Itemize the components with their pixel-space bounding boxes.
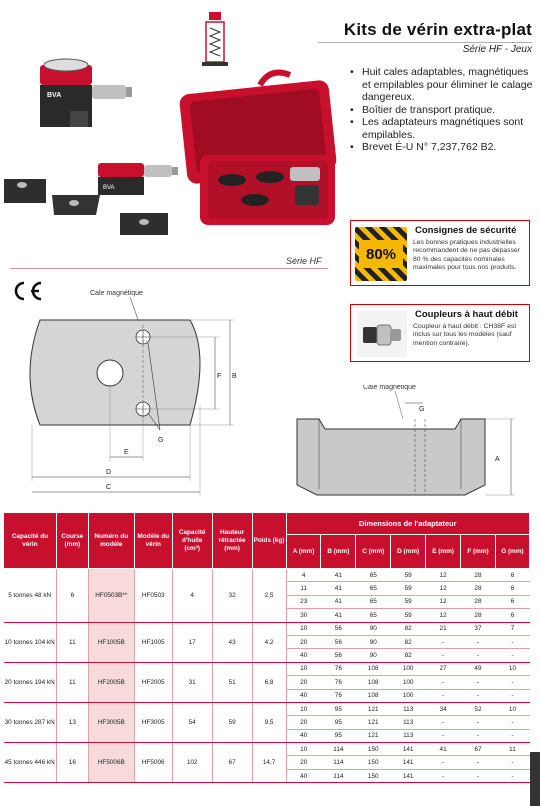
- cylinder-model-cell: HF0503: [134, 569, 172, 623]
- spec-table-body: [4, 569, 530, 783]
- dimension-cell: 56: [321, 649, 356, 662]
- dimension-cell: 28: [461, 582, 496, 595]
- table-row: [4, 743, 530, 756]
- dimension-cell: 40: [286, 689, 321, 702]
- col-header-model-number: Numéro du modèle: [88, 513, 134, 569]
- dimension-cell: 10: [286, 662, 321, 675]
- dimension-cell: 150: [356, 756, 391, 769]
- dimension-cell: -: [495, 756, 529, 769]
- dimension-cell: -: [426, 689, 461, 702]
- page-title: Kits de vérin extra-plat: [343, 20, 532, 39]
- dimension-cell: 12: [426, 569, 461, 582]
- dimension-cell: 113: [391, 702, 426, 715]
- dimension-cell: 59: [391, 582, 426, 595]
- model-number-cell: HF5006B: [88, 743, 134, 783]
- dimension-cell: 121: [356, 729, 391, 742]
- cylinder-image-small: [98, 163, 178, 195]
- weight-cell: 14,7: [252, 743, 286, 783]
- dimension-cell: 65: [356, 609, 391, 622]
- dimension-cell: 30: [286, 609, 321, 622]
- col-header-oil-capacity: Capacité d'huile (cm³): [172, 513, 212, 569]
- table-row: [4, 702, 530, 715]
- dimension-cell: 67: [461, 743, 496, 756]
- dimension-cell: 37: [461, 622, 496, 635]
- spec-table: [3, 512, 530, 783]
- dimension-cell: 121: [356, 716, 391, 729]
- dimension-cell: 41: [321, 609, 356, 622]
- dimension-cell: 41: [321, 595, 356, 608]
- dimension-cell: 113: [391, 729, 426, 742]
- dimension-cell: 40: [286, 649, 321, 662]
- dimension-cell: 10: [286, 702, 321, 715]
- dimension-cell: 114: [321, 769, 356, 782]
- dimension-cell: 82: [391, 649, 426, 662]
- oil-capacity-cell: 102: [172, 743, 212, 783]
- dimension-cell: 141: [391, 756, 426, 769]
- feature-item: • Huit cales adaptables, magnétiques et empilables pour éliminer le calage dangereux.: [348, 66, 538, 104]
- safety-badge: 80%: [359, 240, 403, 268]
- dim-c-label: C: [106, 484, 112, 491]
- dimension-cell: 90: [356, 622, 391, 635]
- dimension-cell: 100: [391, 662, 426, 675]
- dimension-cell: 20: [286, 676, 321, 689]
- dimension-cell: 10: [286, 622, 321, 635]
- page-subtitle: Série HF - Jeux: [462, 44, 532, 55]
- dimension-cell: 7: [495, 622, 529, 635]
- dimension-cell: 56: [321, 622, 356, 635]
- dimension-cell: 21: [426, 622, 461, 635]
- dimension-cell: 28: [461, 569, 496, 582]
- photo-divider: [10, 268, 328, 269]
- cylinder-model-cell: HF3005: [134, 702, 172, 742]
- coupler-notice: [350, 304, 530, 362]
- dimension-cell: 76: [321, 689, 356, 702]
- dim-b-label: B: [232, 373, 237, 380]
- model-number-cell: HF3005B: [88, 702, 134, 742]
- col-header-weight: Poids (kg): [252, 513, 286, 569]
- dimension-cell: 6: [495, 569, 529, 582]
- coupler-title: Coupleurs à haut débit: [415, 309, 518, 320]
- table-row: [4, 569, 530, 582]
- dimension-cell: 6: [495, 582, 529, 595]
- dimension-cell: -: [461, 756, 496, 769]
- dimension-cell: -: [426, 769, 461, 782]
- dimension-cell: -: [426, 729, 461, 742]
- dimension-cell: 41: [426, 743, 461, 756]
- model-number-cell: HF1005B: [88, 622, 134, 662]
- weight-cell: 6,8: [252, 662, 286, 702]
- dimension-cell: 34: [426, 702, 461, 715]
- safety-title: Consignes de sécurité: [415, 225, 517, 236]
- dimension-cell: 108: [356, 662, 391, 675]
- dimension-cell: -: [495, 729, 529, 742]
- dimension-cell: 150: [356, 743, 391, 756]
- dimension-cell: 114: [321, 743, 356, 756]
- dimension-cell: 65: [356, 569, 391, 582]
- dimension-cell: 59: [391, 595, 426, 608]
- dimension-cell: 65: [356, 595, 391, 608]
- cale-label-profile: Cale magnétique: [363, 385, 416, 391]
- capacity-cell: 5 tonnes 48 kN: [4, 569, 57, 623]
- col-header-stroke: Course (mm): [56, 513, 88, 569]
- dimension-cell: 76: [321, 676, 356, 689]
- title-divider: [318, 42, 532, 43]
- col-header-d: D (mm): [391, 535, 426, 569]
- dimension-cell: 10: [495, 702, 529, 715]
- col-header-f: F (mm): [461, 535, 496, 569]
- dimension-cell: -: [495, 769, 529, 782]
- carrying-case-image: [179, 73, 338, 225]
- dim-g-label: G: [158, 437, 164, 444]
- feature-item: • Boîtier de transport pratique.: [348, 104, 538, 117]
- dimension-cell: 141: [391, 743, 426, 756]
- dimension-cell: 59: [391, 569, 426, 582]
- dimension-cell: 10: [286, 743, 321, 756]
- svg-text:BVA: BVA: [47, 92, 62, 99]
- weight-cell: 2,5: [252, 569, 286, 623]
- stroke-cell: 11: [56, 622, 88, 662]
- dimension-cell: -: [495, 676, 529, 689]
- dimension-cell: 82: [391, 635, 426, 648]
- dimension-cell: 28: [461, 609, 496, 622]
- dimension-cell: 114: [321, 756, 356, 769]
- dimension-cell: 90: [356, 649, 391, 662]
- dim-g-label-profile: G: [419, 406, 425, 413]
- retracted-height-cell: 43: [212, 622, 252, 662]
- dimension-cell: 20: [286, 635, 321, 648]
- col-header-c: C (mm): [356, 535, 391, 569]
- dimension-cell: 20: [286, 756, 321, 769]
- capacity-cell: 20 tonnes 194 kN: [4, 662, 57, 702]
- retracted-height-cell: 51: [212, 662, 252, 702]
- coupler-text: Coupleur à haut débit : CH38F est inclus sur tous les modèles (sauf mention contraire).: [413, 323, 517, 347]
- capacity-cell: 45 tonnes 446 kN: [4, 743, 57, 783]
- model-number-cell: HF2005B: [88, 662, 134, 702]
- col-header-cylinder-model: Modèle du vérin: [134, 513, 172, 569]
- dim-f-label: F: [217, 373, 222, 380]
- cale-label: Cale magnétique: [90, 290, 143, 297]
- retracted-height-cell: 67: [212, 743, 252, 783]
- dimension-cell: -: [426, 756, 461, 769]
- cylinder-model-cell: HF5006: [134, 743, 172, 783]
- dimension-cell: 95: [321, 729, 356, 742]
- dimension-cell: -: [495, 635, 529, 648]
- dimension-cell: 95: [321, 716, 356, 729]
- dimension-cell: -: [426, 676, 461, 689]
- dimension-cell: -: [426, 635, 461, 648]
- dimension-cell: 12: [426, 609, 461, 622]
- col-header-a: A (mm): [286, 535, 321, 569]
- dimension-cell: 40: [286, 729, 321, 742]
- dimension-cell: 41: [321, 569, 356, 582]
- oil-capacity-cell: 31: [172, 662, 212, 702]
- dimension-cell: -: [461, 729, 496, 742]
- photo-caption: Série HF: [286, 256, 322, 266]
- product-photo: [0, 55, 340, 245]
- table-row: [4, 662, 530, 675]
- cylinder-model-cell: HF1005: [134, 622, 172, 662]
- dimension-cell: 28: [461, 595, 496, 608]
- retracted-height-cell: 59: [212, 702, 252, 742]
- col-header-e: E (mm): [426, 535, 461, 569]
- safety-text: Les bonnes pratiques industrielles recommandent de ne pas dépasser 80 % des capacités nominales maximales pour tous nos produits.: [413, 239, 520, 272]
- dimension-cell: -: [495, 649, 529, 662]
- dimension-cell: 11: [286, 582, 321, 595]
- col-header-retracted-height: Hauteur rétractée (mm): [212, 513, 252, 569]
- dimension-cell: 82: [391, 622, 426, 635]
- dimension-cell: -: [461, 676, 496, 689]
- weight-cell: 9,5: [252, 702, 286, 742]
- dimension-cell: 121: [356, 702, 391, 715]
- dimension-cell: 95: [321, 702, 356, 715]
- dimension-cell: 113: [391, 716, 426, 729]
- dimension-cell: 52: [461, 702, 496, 715]
- dim-a-label: A: [495, 456, 500, 463]
- dimension-cell: 27: [426, 662, 461, 675]
- cylinder-image-large: [40, 59, 132, 127]
- safety-notice: [350, 220, 530, 286]
- dimension-cell: 11: [495, 743, 529, 756]
- dimension-cell: 23: [286, 595, 321, 608]
- dimension-cell: 6: [495, 595, 529, 608]
- dimension-cell: 40: [286, 769, 321, 782]
- dimension-cell: 49: [461, 662, 496, 675]
- oil-capacity-cell: 54: [172, 702, 212, 742]
- dimension-cell: -: [495, 716, 529, 729]
- dim-e-label: E: [124, 449, 129, 456]
- dimension-cell: 65: [356, 582, 391, 595]
- col-header-adapter-dimensions: Dimensions de l'adaptateur: [286, 513, 530, 535]
- stroke-cell: 16: [56, 743, 88, 783]
- dimension-cell: 100: [391, 676, 426, 689]
- capacity-cell: 30 tonnes 287 kN: [4, 702, 57, 742]
- feature-item: • Brevet É-U N° 7,237,762 B2.: [348, 141, 538, 154]
- page-edge-tab: [530, 752, 540, 806]
- oil-capacity-cell: 17: [172, 622, 212, 662]
- table-row: [4, 622, 530, 635]
- stroke-cell: 13: [56, 702, 88, 742]
- col-header-g: G (mm): [495, 535, 529, 569]
- dimension-cell: 76: [321, 662, 356, 675]
- cylinder-model-cell: HF2005: [134, 662, 172, 702]
- svg-text:BVA: BVA: [103, 185, 115, 191]
- dimension-cell: -: [461, 649, 496, 662]
- capacity-cell: 10 tonnes 104 kN: [4, 622, 57, 662]
- dimension-cell: -: [461, 635, 496, 648]
- feature-list: [348, 66, 538, 154]
- dimension-cell: 6: [495, 609, 529, 622]
- dimension-cell: 59: [391, 609, 426, 622]
- dimension-cell: 90: [356, 635, 391, 648]
- model-number-cell: HF0503B**: [88, 569, 134, 623]
- dimension-cell: 141: [391, 769, 426, 782]
- dimension-cell: 12: [426, 582, 461, 595]
- dimension-cell: 100: [391, 689, 426, 702]
- dimension-cell: 41: [321, 582, 356, 595]
- dimension-cell: 56: [321, 635, 356, 648]
- warning-stripes-icon: [355, 227, 407, 281]
- dimension-cell: -: [495, 689, 529, 702]
- feature-item: • Les adaptateurs magnétiques sont empilables.: [348, 116, 538, 141]
- dimension-cell: 150: [356, 769, 391, 782]
- dimension-cell: 108: [356, 676, 391, 689]
- stroke-cell: 6: [56, 569, 88, 623]
- stroke-cell: 11: [56, 662, 88, 702]
- dimension-cell: 108: [356, 689, 391, 702]
- dimension-cell: -: [461, 716, 496, 729]
- coupler-icon: [357, 311, 407, 357]
- col-header-capacity: Capacité du vérin: [4, 513, 57, 569]
- dimension-cell: 10: [495, 662, 529, 675]
- dimension-cell: -: [461, 769, 496, 782]
- oil-capacity-cell: 4: [172, 569, 212, 623]
- dimension-cell: -: [426, 649, 461, 662]
- adapter-side-view-drawing: [285, 385, 530, 505]
- dimension-cell: -: [461, 689, 496, 702]
- dimension-cell: 4: [286, 569, 321, 582]
- dimension-cell: 20: [286, 716, 321, 729]
- dimension-cell: 12: [426, 595, 461, 608]
- dimension-cell: -: [426, 716, 461, 729]
- weight-cell: 4,2: [252, 622, 286, 662]
- dim-d-label: D: [106, 469, 112, 476]
- col-header-b: B (mm): [321, 535, 356, 569]
- retracted-height-cell: 32: [212, 569, 252, 623]
